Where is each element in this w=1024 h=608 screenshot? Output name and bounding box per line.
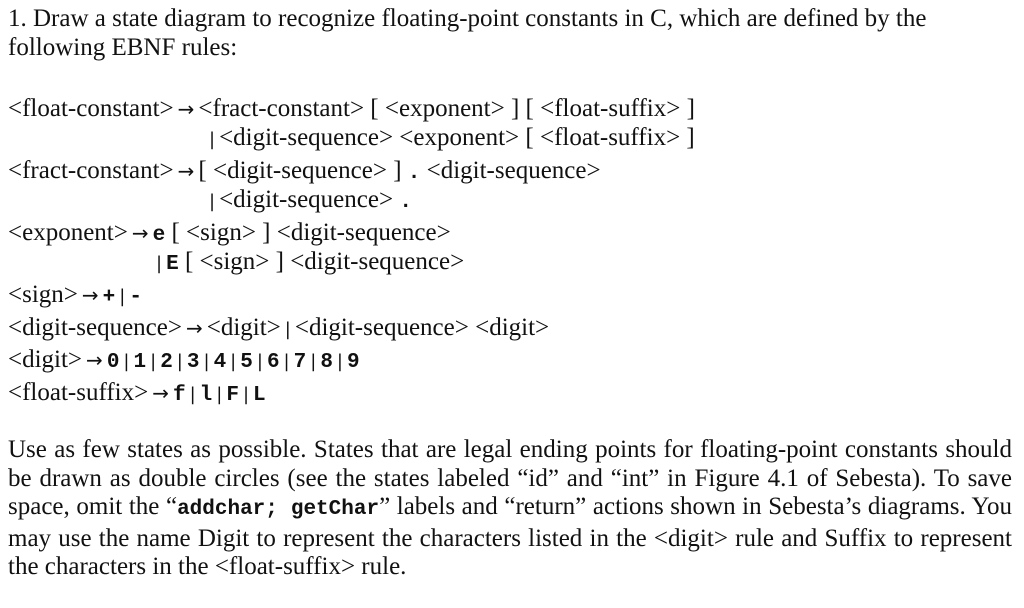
rule-alternative: <digit-sequence>	[219, 186, 394, 213]
rule-sign	[8, 280, 142, 313]
rule-digit	[8, 345, 360, 378]
arrow-symbol: →	[177, 159, 195, 183]
terminal-plus: +	[102, 286, 116, 309]
rule-fract-constant-alt	[205, 185, 412, 218]
terminal-digit: 9	[347, 351, 360, 374]
rule-alternative: <digit>	[206, 314, 281, 341]
arrow-symbol: →	[81, 283, 99, 307]
question-intro: Draw a state diagram to recognize floating-point constants in C, which are defined by the following EBNF rules:	[8, 5, 927, 61]
arrow-symbol: →	[152, 381, 169, 405]
arrow-symbol: →	[131, 221, 149, 245]
rule-alternative: <digit-sequence> <digit>	[294, 314, 550, 341]
terminal-digit: 1	[133, 351, 147, 374]
rule-lhs: <digit>	[8, 346, 83, 373]
terminal-minus: -	[129, 286, 142, 309]
instructions-text: ” labels and “return” actions shown in Sebesta’s diagrams. You may use the name Digit to represent the characters listed in the <digit> rule and Suffix to represent the characters in the <float-suffix> rule.	[8, 493, 1012, 581]
rule-lhs: <float-constant>	[8, 95, 174, 122]
arrow-symbol: →	[185, 316, 203, 340]
alternation-bar: |	[216, 384, 223, 405]
terminal-digit: 5	[240, 351, 253, 374]
rule-float-suffix	[8, 378, 266, 411]
alternation-bar: |	[119, 286, 126, 307]
dot-terminal: .	[407, 162, 421, 185]
rule-alternative: [ <digit-sequence> ]	[198, 157, 402, 184]
terminal-suffix: F	[226, 384, 239, 407]
rule-float-constant-alt	[205, 123, 695, 155]
alternation-bar: |	[256, 351, 263, 372]
dot-terminal: .	[399, 191, 412, 214]
alternation-bar: |	[209, 129, 216, 150]
arrow-symbol: →	[86, 348, 103, 372]
terminal-digit: 2	[160, 351, 173, 374]
terminal-E: E	[166, 253, 179, 276]
terminal-digit: 6	[266, 351, 280, 374]
alternation-bar: |	[283, 351, 290, 372]
rule-lhs: <exponent>	[8, 219, 128, 246]
alternation-bar: |	[203, 351, 210, 372]
instructions-text: Use as few states as possible. States that are legal ending points for floating-point constants should be drawn as double circles (see the states labeled “id” and “int” in Figure 4.1 of Sebesta). To save space, omit the “	[8, 436, 1012, 521]
alternation-bar: |	[176, 351, 183, 372]
instructions-paragraph	[8, 436, 1012, 582]
alternation-bar: |	[150, 351, 157, 372]
arrow-symbol: →	[177, 97, 195, 121]
alternation-bar: |	[156, 253, 163, 274]
rule-lhs: <float-suffix>	[8, 379, 149, 406]
rule-lhs: <sign>	[8, 281, 78, 308]
alternation-bar: |	[242, 384, 250, 405]
alternation-bar: |	[310, 351, 317, 372]
code-snippet: addchar; getChar	[177, 498, 380, 522]
rule-alternative: <digit-sequence>	[426, 157, 601, 184]
terminal-digit: 0	[106, 351, 120, 374]
terminal-digit: 4	[213, 351, 227, 374]
terminal-digit: 7	[293, 351, 307, 374]
rule-float-constant	[8, 94, 695, 124]
rule-alternative: <digit-sequence> <exponent> [ <float-suffix> ]	[219, 124, 695, 151]
rule-lhs: <digit-sequence>	[8, 314, 182, 341]
terminal-digit: 3	[186, 351, 200, 374]
alternation-bar: |	[189, 384, 196, 405]
rule-alternative: <fract-constant> [ <exponent> ] [ <float-suffix> ]	[198, 95, 695, 122]
alternation-bar: |	[284, 319, 291, 340]
rule-alternative: [ <sign> ] <digit-sequence>	[184, 248, 465, 275]
terminal-suffix: l	[199, 384, 213, 407]
terminal-e: e	[152, 224, 166, 247]
alternation-bar: |	[230, 351, 237, 372]
alternation-bar: |	[336, 351, 343, 372]
terminal-suffix: L	[253, 384, 266, 407]
rule-exponent-alt	[152, 247, 464, 280]
rule-alternative: [ <sign> ] <digit-sequence>	[171, 219, 451, 246]
alternation-bar: |	[209, 191, 216, 212]
rule-digit-sequence	[8, 313, 549, 345]
alternation-bar: |	[123, 351, 130, 372]
question-number: 1.	[8, 5, 27, 32]
terminal-suffix: f	[172, 384, 186, 407]
rule-lhs: <fract-constant>	[8, 157, 174, 184]
terminal-digit: 8	[320, 351, 333, 374]
